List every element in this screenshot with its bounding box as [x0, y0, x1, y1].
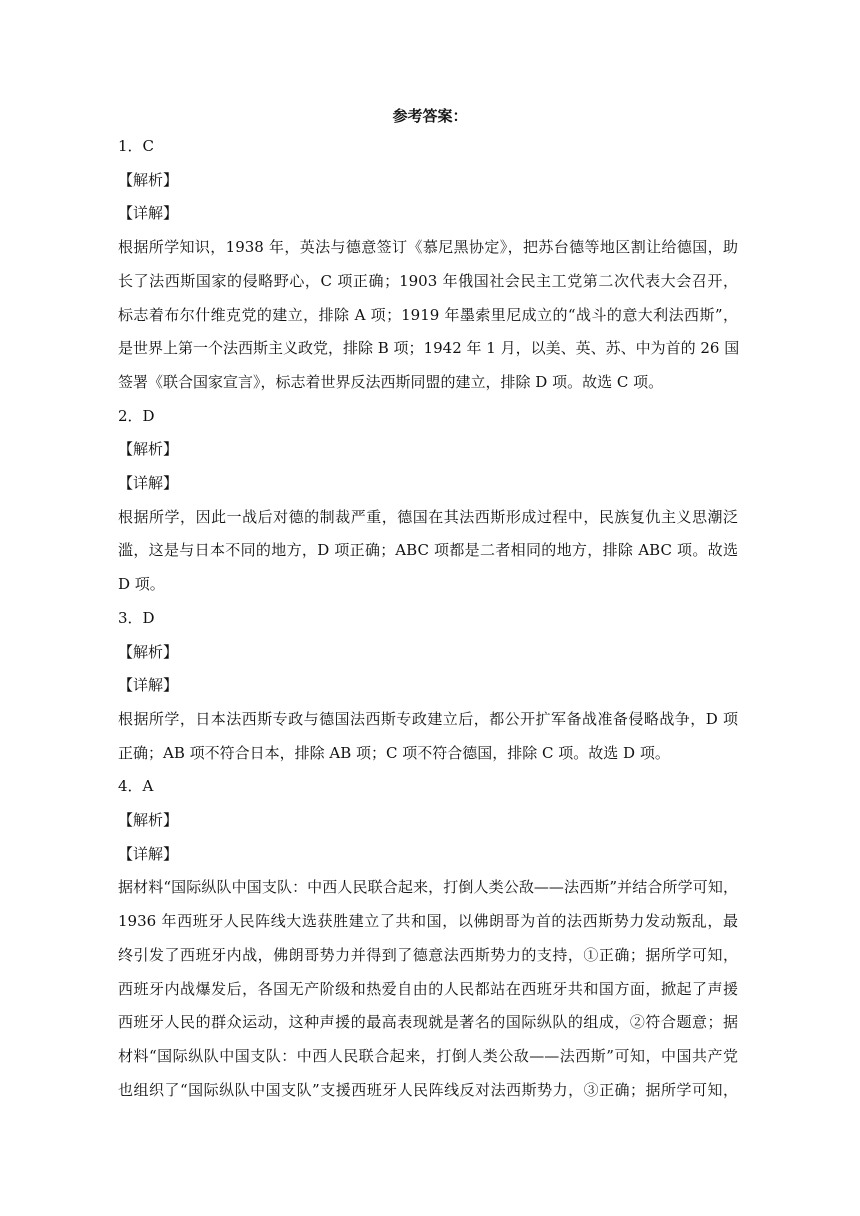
page-title: 参考答案：: [392, 107, 468, 125]
answer-line: 4．A: [118, 777, 154, 796]
answer-line: 根据所学知识，1938 年，英法与德意签订《慕尼黑协定》，把苏台德等地区割让给德国，助: [118, 238, 738, 257]
answer-line: 【详解】: [118, 676, 179, 695]
answer-line: 【解析】: [118, 811, 179, 830]
answer-line: 标志着布尔什维克党的建立，排除 A 项；1919 年墨索里尼成立的“战斗的意大利法西斯”，: [118, 305, 738, 324]
answer-line: 【解析】: [118, 642, 179, 661]
answer-line: 根据所学，日本法西斯专政与德国法西斯专政建立后，都公开扩军备战准备侵略战争，D 项: [118, 709, 738, 728]
answer-line: 【详解】: [118, 204, 179, 223]
answer-line: 【详解】: [118, 474, 179, 493]
answer-line: 【解析】: [118, 440, 179, 459]
answer-line: 1．C: [118, 137, 155, 155]
answer-line: 是世界上第一个法西斯主义政党，排除 B 项；1942 年 1 月，以美、英、苏、中为首的 26 国: [118, 339, 740, 358]
answer-line: 2．D: [118, 406, 155, 425]
answer-line: 【详解】: [118, 844, 179, 863]
answer-line: 【解析】: [118, 170, 179, 189]
answer-line: 西班牙内战爆发后，各国无产阶级和热爱自由的人民都站在西班牙共和国方面，掀起了声援: [118, 979, 738, 998]
answer-line: 签署《联合国家宣言》，标志着世界反法西斯同盟的建立，排除 D 项。故选 C 项。: [118, 372, 664, 391]
answer-line: 滥，这是与日本不同的地方，D 项正确；ABC 项都是二者相同的地方，排除 ABC 项。故选: [118, 541, 738, 560]
answer-line: 长了法西斯国家的侵略野心，C 项正确；1903 年俄国社会民主工党第二次代表大会召开，: [118, 271, 738, 290]
answer-line: 终引发了西班牙内战，佛朗哥势力并得到了德意法西斯势力的支持，①正确；据所学可知，: [118, 945, 738, 964]
answer-content: [118, 130, 738, 1107]
answer-line: 据材料“国际纵队中国支队：中西人民联合起来，打倒人类公敌——法西斯”并结合所学可知，: [118, 878, 738, 897]
answer-line: 正确；AB 项不符合日本，排除 AB 项；C 项不符合德国，排除 C 项。故选 D 项。: [118, 743, 670, 762]
answer-line: 也组织了“国际纵队中国支队”支援西班牙人民阵线反对法西斯势力，③正确；据所学可知，: [118, 1080, 738, 1099]
answer-line: 1936 年西班牙人民阵线大选获胜建立了共和国，以佛朗哥为首的法西斯势力发动叛乱，最: [118, 912, 738, 931]
answer-line: 材料“国际纵队中国支队：中西人民联合起来，打倒人类公敌——法西斯”可知，中国共产党: [118, 1046, 738, 1065]
answer-line: 3．D: [118, 608, 155, 627]
answer-line: 西班牙人民的群众运动，这种声援的最高表现就是著名的国际纵队的组成，②符合题意；据: [118, 1013, 738, 1032]
answer-line: D 项。: [118, 575, 165, 594]
answer-line: 根据所学，因此一战后对德的制裁严重，德国在其法西斯形成过程中，民族复仇主义思潮泛: [118, 507, 738, 526]
